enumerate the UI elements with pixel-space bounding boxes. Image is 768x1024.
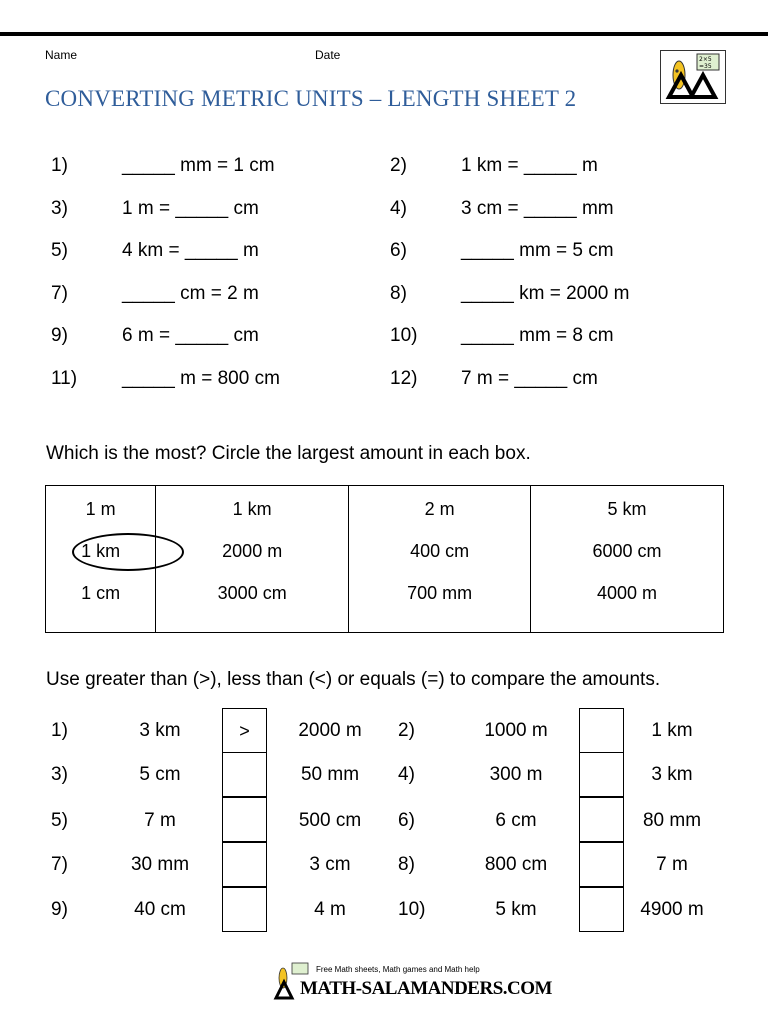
question-text: 7 m = _____ cm bbox=[461, 368, 598, 389]
question-number: 8) bbox=[390, 283, 407, 304]
question-text: 1 km = _____ m bbox=[461, 155, 598, 176]
question-text: _____ m = 800 cm bbox=[122, 368, 280, 389]
question-number: 12) bbox=[390, 368, 418, 389]
svg-text:2×5: 2×5 bbox=[699, 56, 712, 63]
question-number: 6) bbox=[390, 240, 407, 261]
compare-left: 5 km bbox=[495, 899, 537, 920]
question-number: 2) bbox=[390, 155, 407, 176]
question-text: _____ km = 2000 m bbox=[461, 283, 630, 304]
amount-box bbox=[349, 486, 531, 633]
compare-number: 2) bbox=[398, 720, 415, 741]
amount: 2000 m bbox=[222, 541, 283, 561]
amount-box bbox=[156, 486, 349, 633]
question-number: 10) bbox=[390, 325, 418, 346]
compare-right: 3 cm bbox=[309, 854, 351, 875]
amount: 5 km bbox=[607, 499, 647, 519]
compare-right: 80 mm bbox=[642, 810, 702, 831]
worksheet-title: CONVERTING METRIC UNITS – LENGTH SHEET 2 bbox=[45, 86, 577, 111]
amount: 1 cm bbox=[81, 583, 121, 603]
question-text: 6 m = _____ cm bbox=[122, 325, 259, 346]
compare-left: 7 m bbox=[144, 810, 176, 831]
answer-box[interactable]: > bbox=[222, 708, 267, 753]
name-label: Name bbox=[45, 48, 78, 62]
compare-right: 3 km bbox=[651, 764, 693, 785]
most-table bbox=[45, 485, 724, 633]
compare-right: 1 km bbox=[651, 720, 693, 741]
compare-left: 800 cm bbox=[484, 854, 548, 875]
question-number: 3) bbox=[51, 198, 68, 219]
compare-left: 6 cm bbox=[495, 810, 537, 831]
answer-box[interactable] bbox=[579, 797, 624, 842]
compare-right: 4900 m bbox=[640, 899, 704, 920]
compare-number: 7) bbox=[51, 854, 68, 875]
most-instruction: Which is the most? Circle the largest amount in each box. bbox=[46, 443, 531, 464]
answer-box[interactable] bbox=[579, 752, 624, 797]
question-number: 4) bbox=[390, 198, 407, 219]
question-text: _____ mm = 8 cm bbox=[461, 325, 614, 346]
compare-number: 8) bbox=[398, 854, 415, 875]
answer-box[interactable] bbox=[222, 842, 267, 887]
compare-number: 4) bbox=[398, 764, 415, 785]
compare-number: 5) bbox=[51, 810, 68, 831]
amount: 4000 m bbox=[596, 583, 658, 603]
question-number: 9) bbox=[51, 325, 68, 346]
amount: 700 mm bbox=[407, 583, 473, 603]
answer-box[interactable] bbox=[579, 708, 624, 753]
amount: 400 cm bbox=[410, 541, 470, 561]
amount-box bbox=[46, 486, 156, 633]
compare-right: 500 cm bbox=[298, 810, 362, 831]
compare-number: 3) bbox=[51, 764, 68, 785]
question-text: _____ mm = 5 cm bbox=[461, 240, 614, 261]
compare-right: 50 mm bbox=[300, 764, 360, 785]
question-text: 4 km = _____ m bbox=[122, 240, 259, 261]
compare-left: 300 m bbox=[489, 764, 543, 785]
amount: 6000 cm bbox=[592, 541, 662, 561]
compare-left: 1000 m bbox=[484, 720, 548, 741]
amount: 1 km bbox=[232, 499, 272, 519]
compare-left: 5 cm bbox=[139, 764, 181, 785]
amount: 2 m bbox=[424, 499, 455, 519]
amount: 1 m bbox=[85, 499, 116, 519]
footer-brand: MATH-SALAMANDERS.COM bbox=[300, 978, 552, 999]
amount-box bbox=[531, 486, 724, 633]
compare-number: 9) bbox=[51, 899, 68, 920]
compare-right: 4 m bbox=[314, 899, 346, 920]
answer-box[interactable] bbox=[222, 797, 267, 842]
date-label: Date bbox=[315, 48, 341, 62]
amount-circled: 1 km bbox=[46, 530, 155, 572]
compare-left: 40 cm bbox=[134, 899, 186, 920]
question-text: _____ mm = 1 cm bbox=[122, 155, 275, 176]
compare-number: 1) bbox=[51, 720, 68, 741]
top-rule bbox=[0, 32, 768, 36]
question-text: 1 m = _____ cm bbox=[122, 198, 259, 219]
question-number: 7) bbox=[51, 283, 68, 304]
compare-right: 2000 m bbox=[298, 720, 362, 741]
compare-right: 7 m bbox=[656, 854, 688, 875]
svg-text:=35: =35 bbox=[699, 63, 712, 70]
compare-number: 6) bbox=[398, 810, 415, 831]
compare-left: 3 km bbox=[139, 720, 181, 741]
footer-tagline: Free Math sheets, Math games and Math help bbox=[316, 965, 480, 974]
amount: 3000 cm bbox=[217, 583, 287, 603]
question-number: 5) bbox=[51, 240, 68, 261]
answer-box[interactable] bbox=[222, 752, 267, 797]
question-number: 1) bbox=[51, 155, 68, 176]
compare-left: 30 mm bbox=[130, 854, 190, 875]
question-text: 3 cm = _____ mm bbox=[461, 198, 614, 219]
answer-box[interactable] bbox=[222, 887, 267, 932]
answer-box[interactable] bbox=[579, 887, 624, 932]
salamander-math-logo-icon bbox=[660, 50, 726, 104]
compare-instruction: Use greater than (>), less than (<) or equals (=) to compare the amounts. bbox=[46, 669, 661, 690]
footer-logo[interactable] bbox=[272, 962, 552, 1002]
compare-number: 10) bbox=[398, 899, 426, 920]
question-number: 11) bbox=[51, 368, 78, 389]
question-text: _____ cm = 2 m bbox=[122, 283, 259, 304]
answer-box[interactable] bbox=[579, 842, 624, 887]
